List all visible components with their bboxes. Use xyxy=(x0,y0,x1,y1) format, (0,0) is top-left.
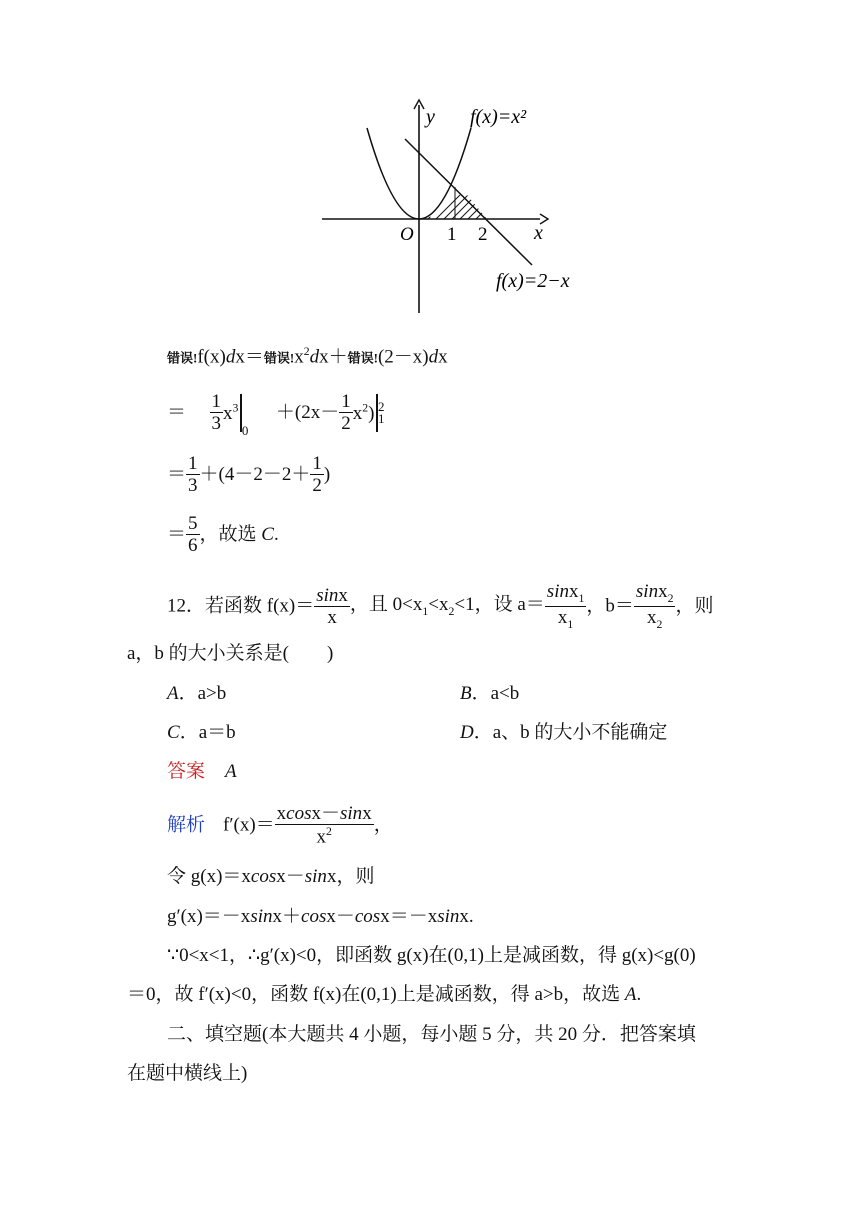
tick-label-2: 2 xyxy=(478,224,488,245)
solution-step-2: ＝ $\frac{1}{3}$ $x^3_0 +(2x-$ $\frac{1}{2}$ $x^2$) 2 1 xyxy=(167,391,385,438)
option-d: D．a、b 的大小不能确定 xyxy=(460,722,668,743)
function-graph xyxy=(310,95,600,320)
question-12-stem-cont: a，b 的大小关系是( ) xyxy=(127,643,334,664)
analysis-conclusion-2: ＝0，故 f′(x)<0，函数 f(x)在(0,1)上是减函数，得 a>b，故选 A. xyxy=(127,984,642,1005)
solution-step-4: ＝ $\frac{5}{6}$ ，故选 C. xyxy=(167,513,279,556)
tick-label-1: 1 xyxy=(447,224,457,245)
parabola-label: f(x)=x² xyxy=(470,106,527,128)
analysis-g-def: 令 g(x)＝xcosx－sinx，则 xyxy=(167,866,375,887)
analysis-label: 解析 xyxy=(167,814,206,836)
question-12-stem: 12．若函数 f(x)＝ $\frac{\sin x}{x}$ ，且 $0<x_1<x_2<1$，设 a＝ $\frac{\sin x_1}{x_1}$ ，b＝ $\frac{\sin x_2}{x_2}$ ，则 xyxy=(167,581,714,631)
analysis-conclusion-1: ∵0<x<1，∴g′(x)<0，即函数 g(x)在(0,1)上是减函数，得 g(x)<g(0) xyxy=(167,945,696,966)
solution-integral-line: 错误!f(x)dx＝错误$!x^2dx+$错误!(2－x)dx xyxy=(167,345,448,368)
solution-step-3: ＝ $\frac{1}{3}$ ＋(4－2－2＋ $\frac{1}{2}$ ) xyxy=(167,453,331,496)
section-2-heading: 二、填空题(本大题共 4 小题，每小题 5 分，共 20 分．把答案填 xyxy=(167,1024,696,1045)
analysis-derivative: 解析 f′(x)＝ $\frac{xcosx-\sin x}{x^2}$ ， xyxy=(167,803,393,848)
answer-line xyxy=(167,762,237,781)
line-label: f(x)=2−x xyxy=(496,270,570,292)
shaded-area xyxy=(410,187,506,229)
analysis-g-deriv: g′(x)＝－xsinx＋cosx－cosx＝－xsinx. xyxy=(167,906,474,927)
answer-value: A xyxy=(225,761,237,782)
option-a: A．a>b xyxy=(167,683,227,704)
option-c: C．a＝b xyxy=(167,722,236,743)
origin-label: O xyxy=(400,224,414,245)
answer-label: 答案 xyxy=(167,761,206,782)
option-b: B．a<b xyxy=(460,683,520,704)
axis-y-label: y xyxy=(426,106,435,128)
section-2-heading-cont: 在题中横线上) xyxy=(127,1063,248,1084)
axis-x-label: x xyxy=(534,222,543,244)
